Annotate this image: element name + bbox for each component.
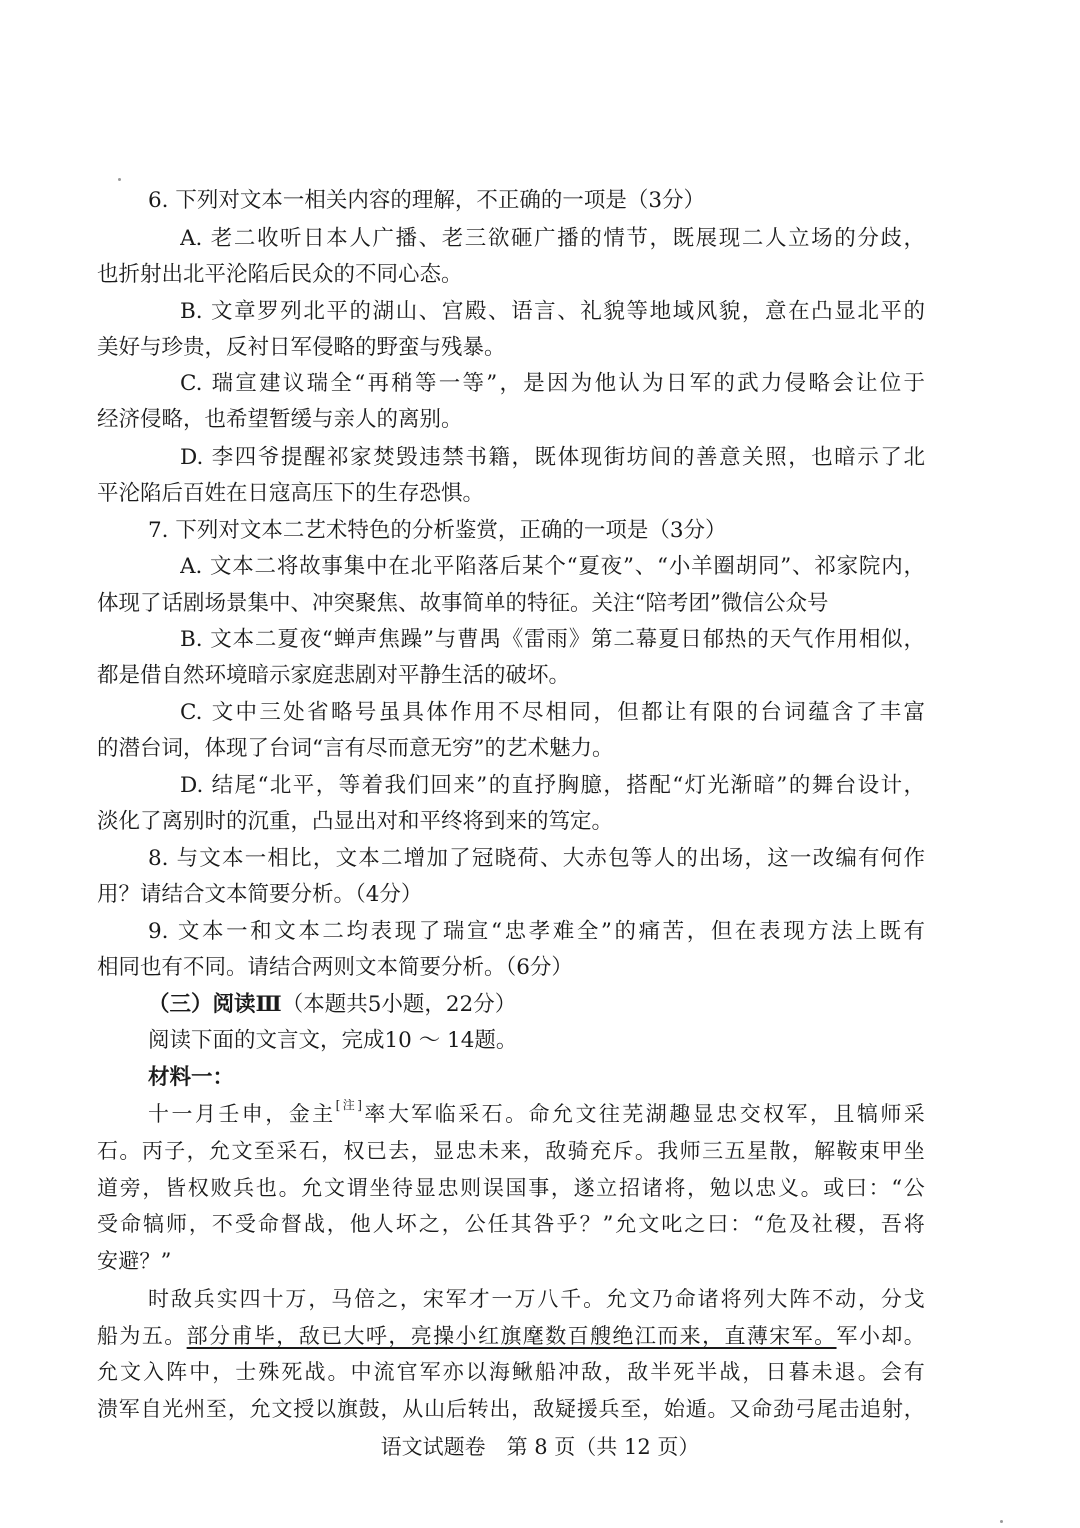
section3-title-bold: （三）阅读Ⅲ [148, 992, 282, 1017]
passage-p2-line4: 溃军自光州至，允文授以旗鼓，从山后转出，敌疑援兵至，始遁。又命劲弓尾击追射， [97, 1397, 925, 1421]
q6-option-d-line2: 平沦陷后百姓在日寇高压下的生存恐惧。 [97, 481, 485, 506]
q7-option-c-line1: C. 文中三处省略号虽具体作用不尽相同，但都让有限的台词蕴含了丰富 [180, 700, 925, 725]
q6-option-c-line2: 经济侵略，也希望暂缓与亲人的离别。 [97, 407, 463, 432]
q7-stem: 7. 下列对文本二艺术特色的分析鉴赏，正确的一项是（3分） [148, 518, 727, 543]
q6-option-a-line2: 也折射出北平沦陷后民众的不同心态。 [97, 262, 463, 287]
passage-p2-line1: 时敌兵实四十万，马倍之，宋军才一万八千。允文乃命诸将列大阵不动，分戈 [148, 1287, 925, 1311]
passage-text: 十一月壬申，金主 [148, 1102, 336, 1126]
q6-option-c-line1: C. 瑞宣建议瑞全“再稍等一等”，是因为他认为日军的武力侵略会让位于 [180, 371, 925, 396]
passage-p2-line3: 允文入阵中，士殊死战。中流官军亦以海鳅船冲敌，敌半死半战，日暮未退。会有 [97, 1360, 925, 1384]
passage-p1-line4: 受命犒师，不受命督战，他人坏之，公任其咎乎？”允文叱之曰：“危及社稷，吾将 [97, 1212, 925, 1236]
passage-text: 船为五。 [97, 1324, 187, 1348]
page-footer: 语文试题卷 第 8 页（共 12 页） [380, 1435, 700, 1459]
q9-line2: 相同也有不同。请结合两则文本简要分析。（6分） [97, 955, 573, 980]
passage-text: 率大军临采石。命允文往芜湖趣显忠交权军，且犒师采 [362, 1102, 925, 1126]
q6-option-a-line1: A. 老二收听日本人广播、老三欲砸广播的情节，既展现二人立场的分歧， [180, 226, 925, 251]
passage-p1-line2: 石。丙子，允文至采石，权已去，显忠未来，敌骑充斥。我师三五星散，解鞍束甲坐 [97, 1139, 925, 1163]
passage-p1-line5: 安避？” [97, 1249, 172, 1273]
q6-option-d-line1: D. 李四爷提醒祁家焚毁违禁书籍，既体现街坊间的善意关照，也暗示了北 [180, 445, 925, 470]
section3-instruction: 阅读下面的文言文，完成10 ～ 14题。 [148, 1028, 518, 1053]
q6-option-b-line1: B. 文章罗列北平的湖山、宫殿、语言、礼貌等地域风貌，意在凸显北平的 [180, 299, 925, 324]
q7-option-d-line1: D. 结尾“北平，等着我们回来”的直抒胸臆，搭配“灯光渐暗”的舞台设计， [180, 773, 925, 798]
passage-p1-line1 [148, 1099, 925, 1129]
q7-option-d-line2: 淡化了离别时的沉重，凸显出对和平终将到来的笃定。 [97, 809, 614, 834]
q8-line2: 用？请结合文本简要分析。（4分） [97, 882, 423, 907]
passage-p2-line2 [97, 1321, 925, 1351]
passage-text: 军小却。 [836, 1324, 925, 1348]
section3-title-rest: （本题共5小题，22分） [281, 992, 517, 1017]
q9-line1: 9. 文本一和文本二均表现了瑞宣“忠孝难全”的痛苦，但在表现方法上既有 [148, 919, 925, 944]
footnote-marker: [注] [335, 1099, 363, 1112]
passage-p1-line3: 道旁，皆权败兵也。允文谓坐待显忠则误国事，遂立招诸将，勉以忠义。或曰：“公 [97, 1176, 925, 1200]
q7-option-b-line1: B. 文本二夏夜“蝉声焦躁”与曹禺《雷雨》第二幕夏日郁热的天气作用相似， [180, 627, 925, 652]
q7-option-a-line1: A. 文本二将故事集中在北平陷落后某个“夏夜”、“小羊圈胡同”、祁家院内， [180, 554, 925, 579]
q6-option-b-line2: 美好与珍贵，反衬日军侵略的野蛮与残暴。 [97, 335, 506, 360]
q6-stem: 6. 下列对文本一相关内容的理解，不正确的一项是（3分） [148, 188, 706, 213]
q8-line1: 8. 与文本一相比，文本二增加了冠晓荷、大赤包等人的出场，这一改编有何作 [148, 846, 925, 871]
underlined-sentence: 部分甫毕，敌已大呼，亮操小红旗麾数百艘绝江而来，直薄宋军。 [186, 1324, 837, 1348]
section3-title [148, 990, 925, 1020]
scan-speck [118, 178, 121, 181]
scan-speck [1000, 1520, 1003, 1523]
q7-option-a-line2: 体现了话剧场景集中、冲突聚焦、故事简单的特征。关注“陪考团”微信公众号 [97, 591, 829, 616]
q7-option-c-line2: 的潜台词，体现了台词“言有尽而意无穷”的艺术魅力。 [97, 736, 614, 761]
material-one-label: 材料一： [148, 1065, 235, 1090]
q7-option-b-line2: 都是借自然环境暗示家庭悲剧对平静生活的破坏。 [97, 663, 571, 688]
